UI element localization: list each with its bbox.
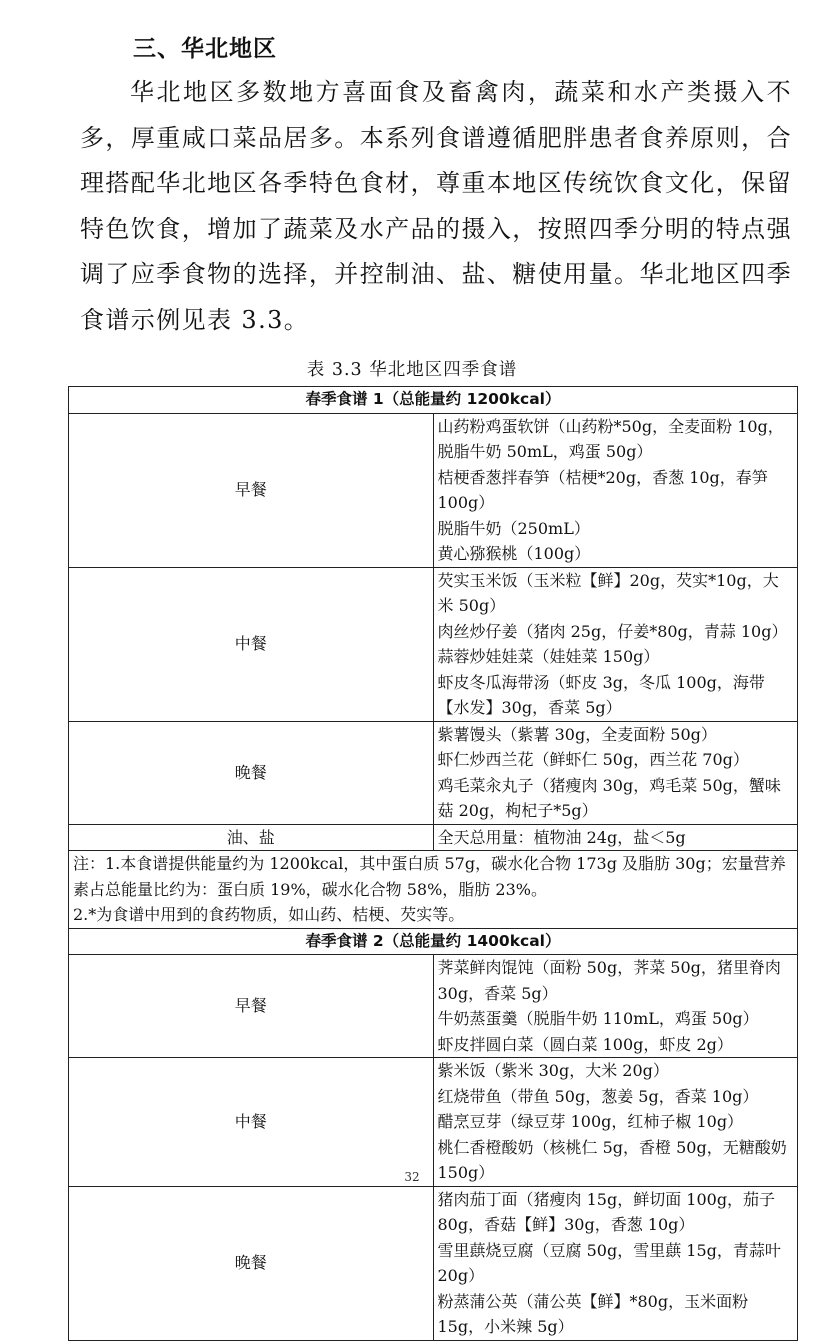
dish-item: 红烧带鱼（带鱼 50g，葱姜 5g，香菜 10g）: [437, 1086, 759, 1106]
meal-label: 早餐: [69, 413, 434, 567]
meal-row-breakfast: [69, 413, 798, 567]
menu-title: 春季食谱 1（总能量约 1200kcal）: [69, 387, 798, 414]
dish-list: [433, 824, 798, 851]
meal-row-dinner: [69, 1186, 798, 1340]
dish-item: 山药粉鸡蛋软饼（山药粉*50g，全麦面粉 10g，脱脂牛奶 50mL，鸡蛋 50g）: [437, 416, 784, 461]
meal-row-breakfast: [69, 955, 798, 1058]
seasonal-menu-table: [68, 386, 798, 1341]
dish-item: 醋烹豆芽（绿豆芽 100g，红柿子椒 10g）: [437, 1112, 744, 1131]
dish-list: [433, 1058, 798, 1187]
note-line: 2.*为食谱中用到的食药物质，如山药、桔梗、芡实等。: [73, 905, 465, 924]
dish-item: 全天总用量：植物油 24g，盐＜5g: [437, 827, 686, 847]
page-number: 32: [404, 1170, 420, 1184]
menu-notes-row: [69, 851, 798, 929]
dish-item: 虾皮冬瓜海带汤（虾皮 3g，冬瓜 100g，海带【水发】30g，香菜 5g）: [437, 672, 765, 717]
dish-item: 黄心猕猴桃（100g）: [437, 544, 591, 563]
meal-row-dinner: [69, 721, 798, 824]
dish-item: 芡实玉米饭（玉米粒【鲜】20g，芡实*10g，大米 50g）: [437, 570, 779, 615]
dish-list: [433, 955, 798, 1058]
dish-list: [433, 413, 798, 567]
dish-item: 雪里蕻烧豆腐（豆腐 50g，雪里蕻 15g，青蒜叶 20g）: [437, 1240, 781, 1285]
dish-item: 紫薯馒头（紫薯 30g，全麦面粉 50g）: [437, 724, 717, 744]
menu-title: 春季食谱 2（总能量约 1400kcal）: [69, 928, 798, 955]
meal-label: 晚餐: [69, 721, 434, 824]
dish-list: [433, 567, 798, 721]
dish-item: 猪肉茄丁面（猪瘦肉 15g，鲜切面 100g，茄子 80g，香菇【鲜】30g，香葱 10g）: [437, 1189, 776, 1234]
intro-paragraph: 华北地区多数地方喜面食及畜禽肉，蔬菜和水产类摄入不多，厚重咸口菜品居多。本系列食谱遵循肥胖患者食养原则，合理搭配华北地区各季特色食材，尊重本地区传统饮食文化，保留特色饮食，增加了蔬菜及水产品的摄入，按照四季分明的特点强调了应季食物的选择，并控制油、盐、糖使用量。华北地区四季食谱示例见表 3.3。: [80, 78, 792, 334]
dish-item: 紫米饭（紫米 30g，大米 20g）: [437, 1061, 669, 1080]
note-line: 注：1.本食谱提供能量约为 1200kcal，其中蛋白质 57g，碳水化合物 173g 及脂肪 30g；宏量营养素占总能量比约为：蛋白质 19%，碳水化合物 58%，脂肪 23%。: [73, 854, 786, 899]
meal-row-lunch: [69, 1058, 798, 1187]
meal-label: 中餐: [69, 567, 434, 721]
dish-item: 虾皮拌圆白菜（圆白菜 100g，虾皮 2g）: [437, 1034, 733, 1054]
dish-list: [433, 721, 798, 824]
dish-item: 粉蒸蒲公英（蒲公英【鲜】*80g，玉米面粉 15g，小米辣 5g）: [437, 1291, 749, 1336]
dish-item: 虾仁炒西兰花（鲜虾仁 50g，西兰花 70g）: [437, 750, 749, 769]
menu-header-row: [69, 928, 798, 955]
dish-item: 脱脂牛奶（250mL）: [437, 518, 590, 538]
menu-notes: [69, 851, 798, 929]
dish-item: 牛奶蒸蛋羹（脱脂牛奶 110mL，鸡蛋 50g）: [437, 1009, 759, 1028]
meal-label: 油、盐: [69, 824, 434, 851]
meal-row-oil-salt: [69, 824, 798, 851]
meal-label: 晚餐: [69, 1186, 434, 1340]
section-heading: 三、华北地区: [133, 36, 277, 62]
dish-list: [433, 1186, 798, 1340]
dish-item: 桃仁香橙酸奶（核桃仁 5g，香橙 50g，无糖酸奶 150g）: [437, 1137, 787, 1182]
dish-item: 肉丝炒仔姜（猪肉 25g，仔姜*80g，青蒜 10g）: [437, 621, 788, 641]
meal-label: 中餐: [69, 1058, 434, 1187]
table-caption: 表 3.3 华北地区四季食谱: [306, 360, 518, 380]
meal-label: 早餐: [69, 955, 434, 1058]
dish-item: 鸡毛菜汆丸子（猪瘦肉 30g，鸡毛菜 50g，蟹味菇 20g，枸杞子*5g）: [437, 775, 781, 820]
meal-row-lunch: [69, 567, 798, 721]
dish-item: 荠菜鲜肉馄饨（面粉 50g，荠菜 50g，猪里脊肉 30g，香菜 5g）: [437, 958, 781, 1003]
dish-item: 蒜蓉炒娃娃菜（娃娃菜 150g）: [437, 647, 660, 666]
menu-header-row: [69, 387, 798, 414]
dish-item: 桔梗香葱拌春笋（桔梗*20g，香葱 10g，春笋 100g）: [437, 467, 768, 512]
